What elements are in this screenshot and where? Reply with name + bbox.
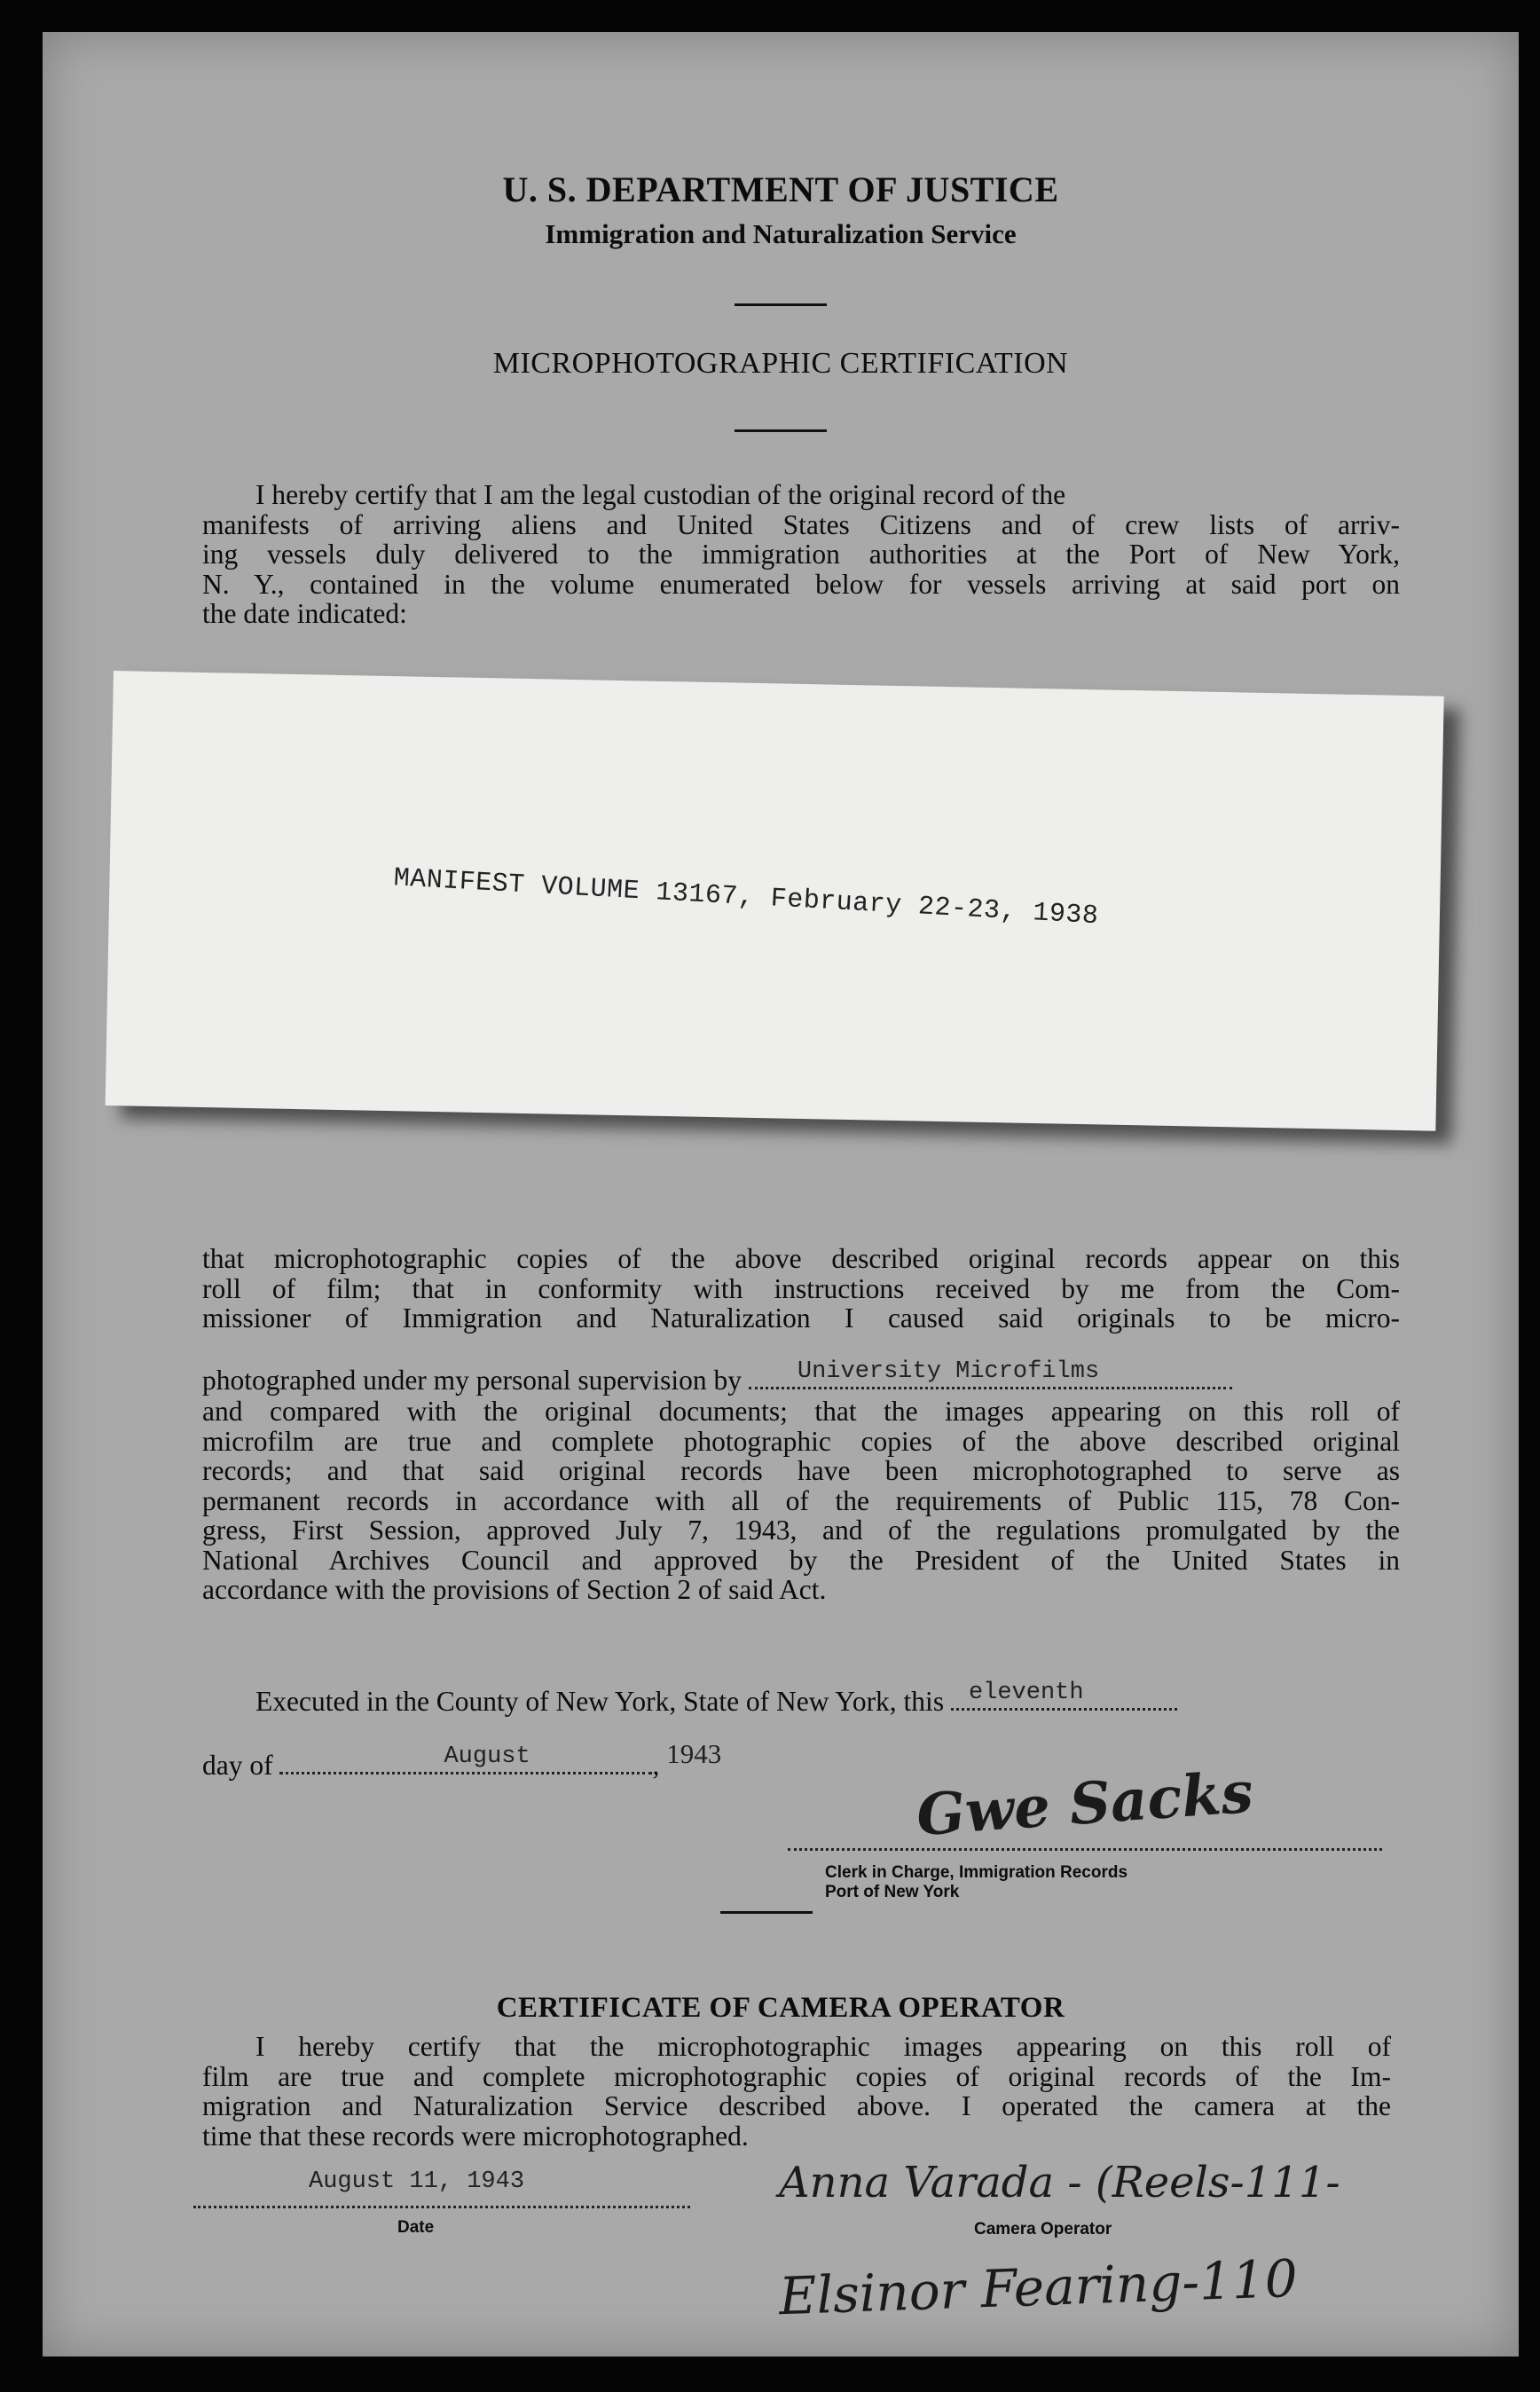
body-line: roll of film; that in conformity with instructions received by me from the Com- xyxy=(202,1272,1400,1304)
camera-line: time that these records were microphotographed. xyxy=(202,2120,749,2152)
body-line: accordance with the provisions of Section 2 of said Act. xyxy=(202,1574,827,1605)
second-signature: Elsinor Fearing-110 xyxy=(777,2247,1299,2327)
title-divider xyxy=(735,429,827,432)
body-line: and compared with the original documents; that the images appearing on this roll of xyxy=(202,1396,1400,1427)
day-of-line: day of August , 1943 xyxy=(202,1750,777,1782)
camera-date-value: August 11, 1943 xyxy=(309,2168,525,2195)
camera-line: migration and Naturalization Service described above. I operated the camera at the xyxy=(202,2090,1391,2121)
photographed-by-line xyxy=(202,1358,1232,1397)
intro-paragraph xyxy=(202,480,1400,629)
year-field xyxy=(666,1738,777,1774)
executed-day-value: eleventh xyxy=(968,1680,1084,1706)
executed-day-field xyxy=(951,1680,1177,1711)
body-line: records; and that said original records have been microphotographed to serve as xyxy=(202,1455,1400,1486)
intro-line: N. Y., contained in the volume enumerated below for vessels arriving at said port on xyxy=(202,568,1400,600)
clerk-title xyxy=(825,1863,1128,1902)
intro-line: the date indicated: xyxy=(202,598,407,629)
header-divider xyxy=(735,303,827,306)
clerk-signature-line xyxy=(788,1848,1382,1851)
body-line: microfilm are true and complete photographic copies of the above described original xyxy=(202,1425,1400,1457)
certification-title: MICROPHOTOGRAPHIC CERTIFICATION xyxy=(492,347,1069,380)
camera-date-line xyxy=(193,2206,690,2208)
camera-divider xyxy=(720,1911,813,1914)
manifest-volume-text: MANIFEST VOLUME 13167, February 22-23, 1938 xyxy=(392,863,1100,932)
month-value: August xyxy=(444,1743,530,1770)
service-subtitle: Immigration and Naturalization Service xyxy=(545,218,1017,249)
body-line: National Archives Council and approved by the President of the United States in xyxy=(202,1544,1400,1576)
volume-slip xyxy=(106,671,1444,1131)
body-line: permanent records in accordance with all of the requirements of Public 115, 78 Con- xyxy=(202,1484,1400,1516)
camera-line: I hereby certify that the microphotographic images appearing on this roll of xyxy=(255,2031,1391,2062)
photographed-by-value: University Microfilms xyxy=(797,1358,1100,1385)
camera-operator-label: Camera Operator xyxy=(974,2220,1112,2239)
body-paragraph-a xyxy=(202,1244,1400,1334)
clerk-title-line: Clerk in Charge, Immigration Records xyxy=(825,1863,1128,1882)
day-of-label: day of xyxy=(202,1750,273,1781)
body-paragraph-b xyxy=(202,1397,1400,1605)
intro-line: manifests of arriving aliens and United States Citizens and of crew lists of arriv- xyxy=(202,508,1400,540)
intro-line: I hereby certify that I am the legal custodian of the original record of the xyxy=(255,479,1066,510)
photographed-by-field xyxy=(749,1358,1232,1389)
department-title: U. S. DEPARTMENT OF JUSTICE xyxy=(502,169,1059,209)
body-line: gress, First Session, approved July 7, 1943, and of the regulations promulgated by the xyxy=(202,1515,1400,1546)
photographed-by-label: photographed under my personal supervision by xyxy=(202,1365,742,1396)
camera-certificate-title: CERTIFICATE OF CAMERA OPERATOR xyxy=(496,1992,1065,2024)
camera-line: film are true and complete microphotographic copies of original records of the Im- xyxy=(202,2060,1391,2092)
camera-operator-signature: Anna Varada - (Reels-111- xyxy=(779,2158,1340,2207)
clerk-signature: Gwe Sacks xyxy=(914,1759,1255,1850)
executed-label: Executed in the County of New York, State of New York, this xyxy=(255,1686,945,1717)
camera-date-label: Date xyxy=(397,2218,435,2237)
camera-paragraph xyxy=(202,2032,1391,2151)
executed-line xyxy=(255,1680,1177,1718)
body-line: missioner of Immigration and Naturalization I caused said originals to be micro- xyxy=(202,1302,1400,1334)
body-line: that microphotographic copies of the above described original records appear on this xyxy=(202,1243,1400,1274)
year-value: 1943 xyxy=(666,1738,722,1769)
intro-line: ing vessels duly delivered to the immigration authorities at the Port of New York, xyxy=(202,539,1400,570)
document-page xyxy=(43,32,1519,2357)
clerk-title-line: Port of New York xyxy=(825,1883,960,1901)
